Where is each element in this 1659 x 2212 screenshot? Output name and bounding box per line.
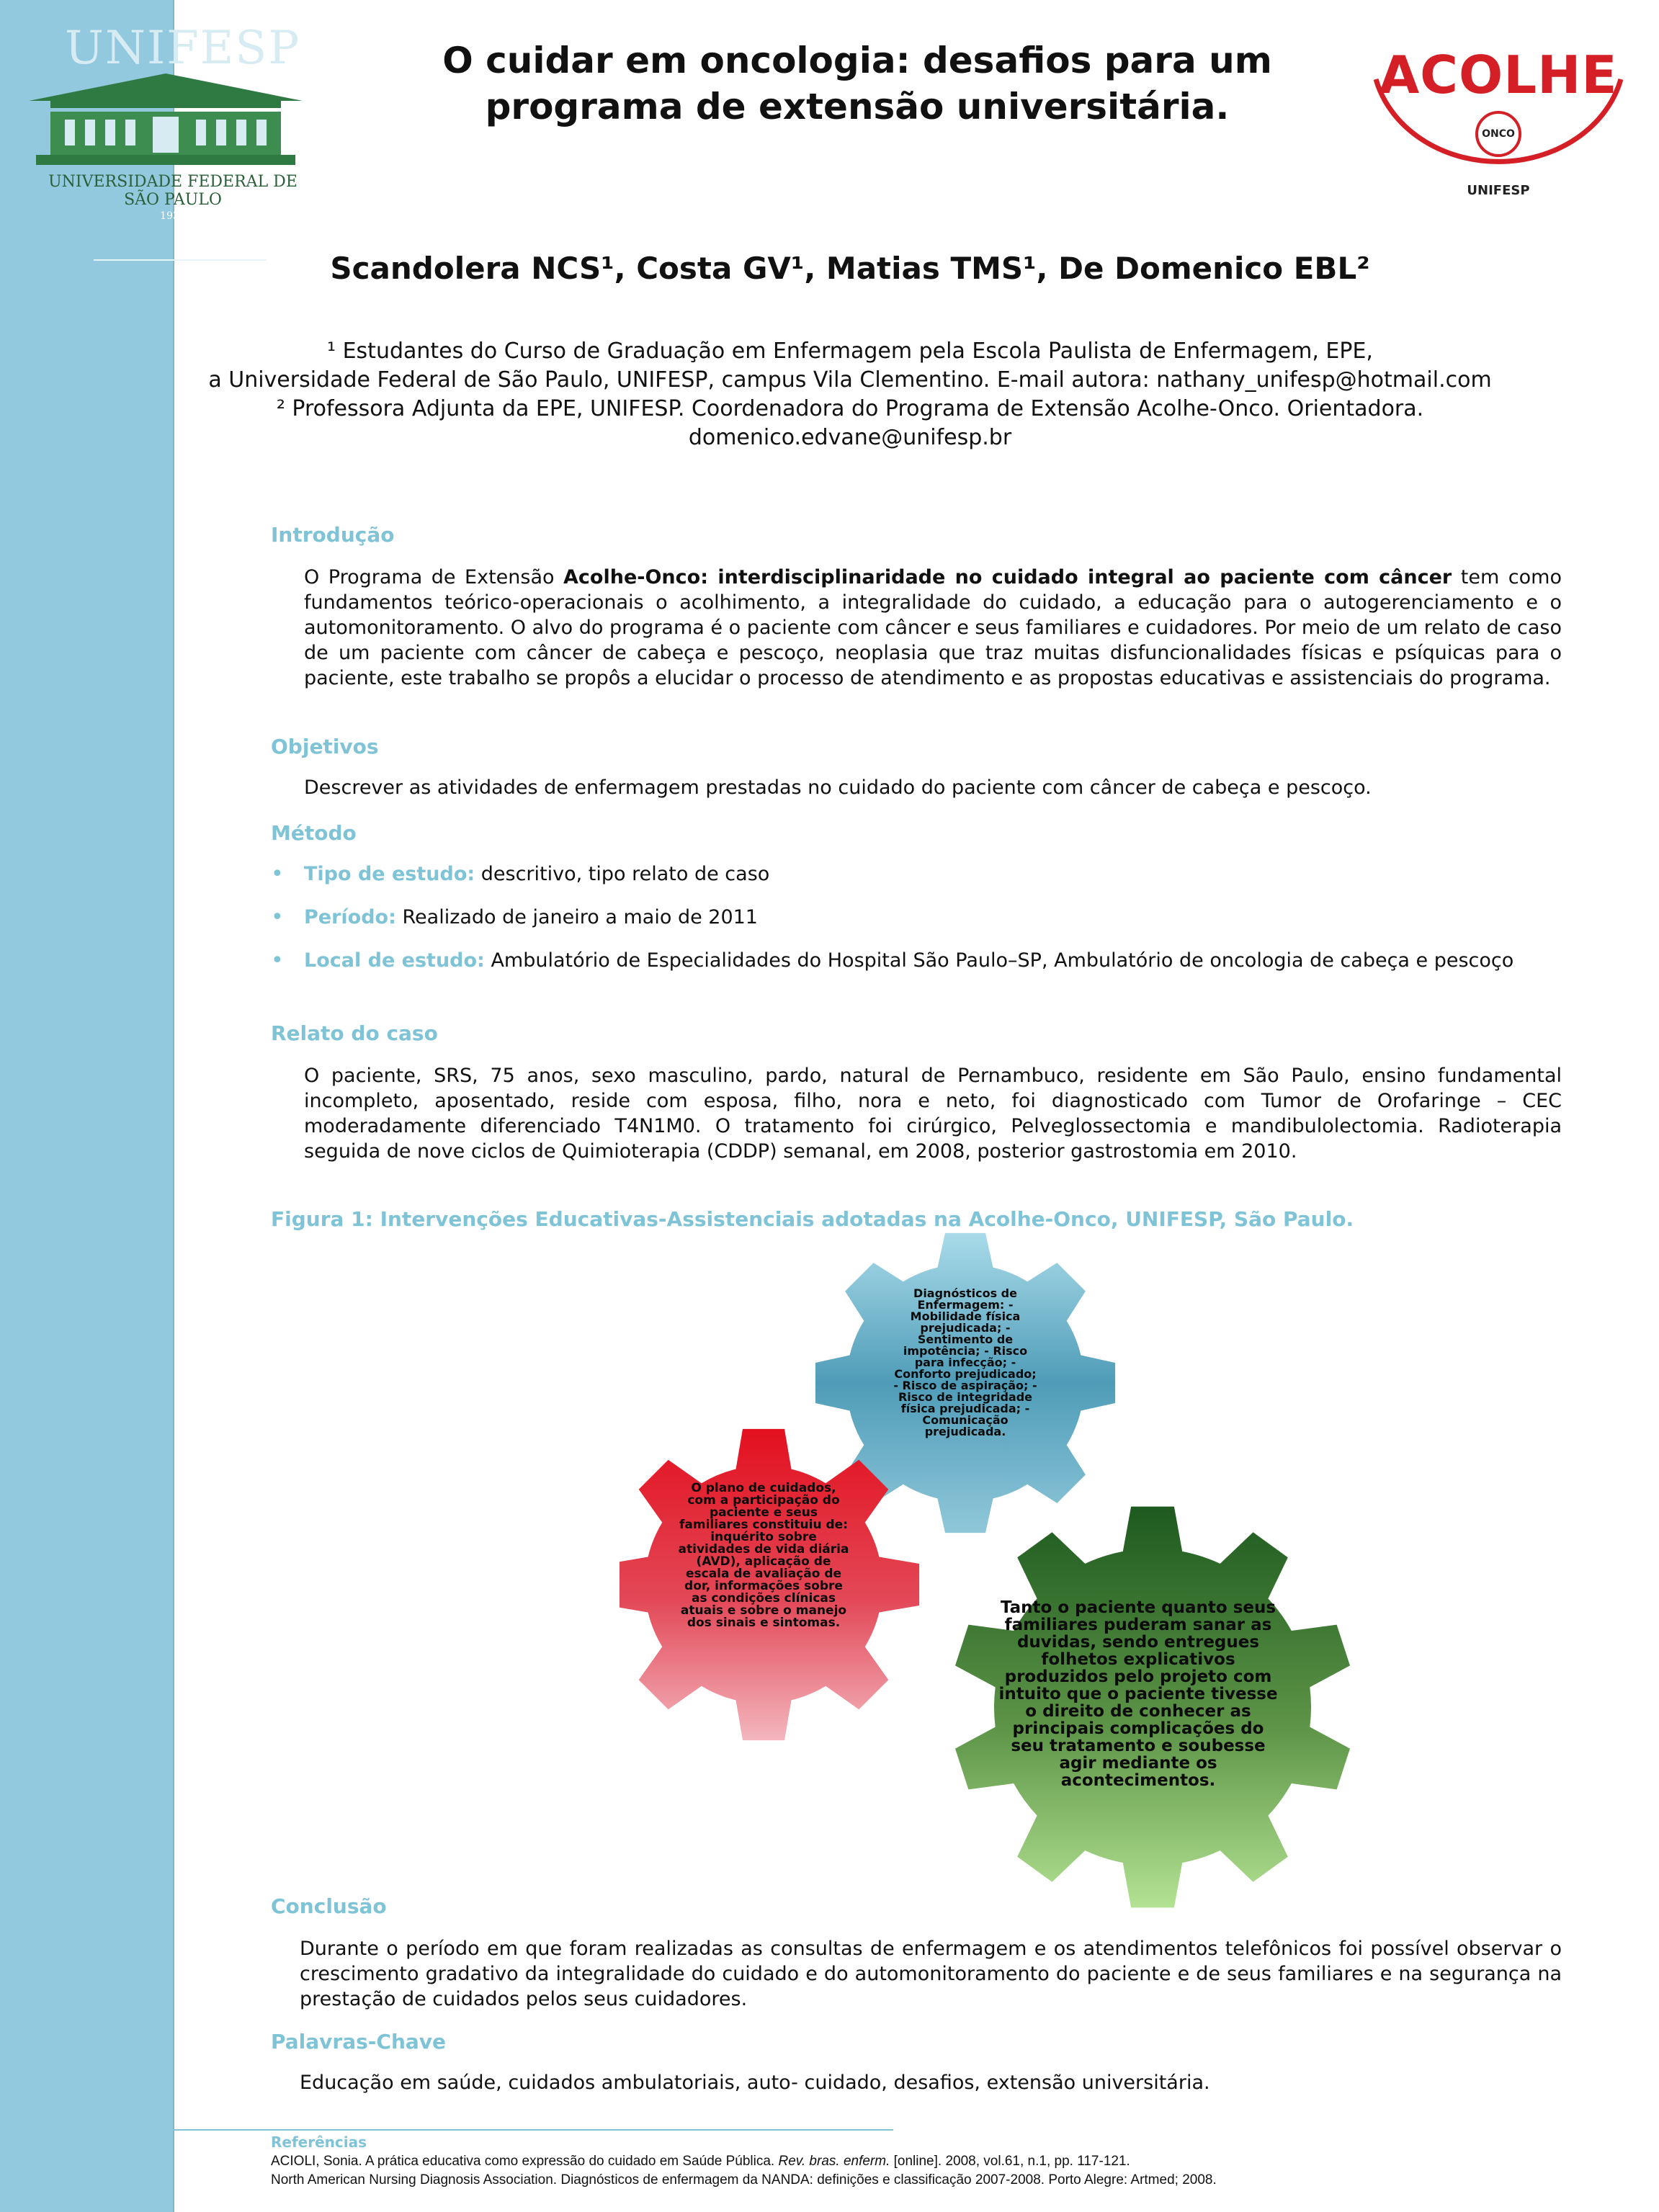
acolhe-logo-badge: ONCO [1482,128,1515,140]
poster-title-line-1: O cuidar em oncologia: desafios para um [442,40,1272,81]
bullet-icon: • [271,905,284,930]
gear-red-text: O plano de cuidados, com a participação do paciente e seus familiares constituiu de: inquérito sobre atividades de vida diária (AVD), aplicação de escala de avaliação de dor, informações sobre as condições clínicas atuais e sobre o manejo dos sinais e sintomas. [678,1481,849,1630]
reference-2: North American Nursing Diagnosis Association. Diagnósticos de enfermagem da NANDA: definições e classificação 2007-2008. Porto Alegre: Artmed; 2008. [271,2172,1217,2188]
heading-introducao: Introdução [271,523,395,547]
heading-objetivos: Objetivos [271,735,379,758]
metodo-item-tipo [271,861,1562,887]
metodo-item-label: Tipo de estudo: [304,863,475,885]
introducao-text [304,565,1562,691]
affiliation-line-4: domenico.edvane@unifesp.br [688,425,1012,450]
affiliation-line-2: a Universidade Federal de São Paulo, UNIFESP, campus Vila Clementino. E-mail autora: nathany_unifesp@hotmail.com [208,367,1492,393]
metodo-item-label: Local de estudo: [304,949,485,972]
acolhe-logo-sub: UNIFESP [1467,183,1530,198]
reference-1-text: ACIOLI, Sonia. A prática educativa como expressão do cuidado em Saúde Pública. [271,2154,779,2169]
heading-referencias: Referências [271,2133,367,2151]
figure-caption: Figura 1: Intervenções Educativas-Assistenciais adotadas na Acolhe-Onco, UNIFESP, São Paulo. [271,1207,1354,1231]
heading-conclusao: Conclusão [271,1894,387,1918]
metodo-item-text: Ambulatório de Especialidades do Hospital São Paulo–SP, Ambulatório de oncologia de cabeça e pescoço [484,949,1514,972]
relato-text: O paciente, SRS, 75 anos, sexo masculino, pardo, natural de Pernambuco, residente em São Paulo, ensino fundamental incompleto, aposentado, reside com esposa, filho, nora e neto, foi diagnosticado com Tumor de Orofaringe – CEC moderadamente diferenciado T4N1M0. O tratamento foi cirúrgico, Pelveglossectomia e mandibulolectomia. Radioterapia seguida de nove ciclos de Quimioterapia (CDDP) semanal, em 2008, posterior gastrostomia em 2010. [304,1065,1562,1163]
heading-relato: Relato do caso [271,1021,438,1045]
gear-green-text: Tanto o paciente quanto seus familiares puderam sanar as duvidas, sendo entregues folhetos explicativos produzidos pelo projeto com intuito que o paciente tivesse o direito de conhecer as principais complicações do seu tratamento e soubesse agir mediante os acontecimentos. [998,1598,1278,1790]
heading-palavras-chave: Palavras-Chave [271,2030,447,2054]
reference-1 [271,2154,1130,2170]
unifesp-logo-year: 1933 [160,210,186,222]
bullet-icon: • [271,948,284,973]
metodo-item-label: Período: [304,906,396,928]
affiliation-line-3: ² Professora Adjunta da EPE, UNIFESP. Coordenadora do Programa de Extensão Acolhe-Onco. Orientadora. [276,396,1424,421]
bullet-icon: • [271,861,284,887]
gear-blue-text: Diagnósticos de Enfermagem: - Mobilidade física prejudicada; - Sentimento de impotência; - Risco para infecção; - Conforto prejudicado; - Risco de aspiração; - Risco de integridade física prejudicada; - Comunicação prejudicada. [893,1286,1037,1438]
acolhe-logo-word: ACOLHE [1379,45,1618,105]
metodo-item-text: descritivo, tipo relato de caso [475,863,770,885]
poster-title [360,37,1354,130]
unifesp-logo [22,22,310,281]
objetivos-text: Descrever as atividades de enfermagem prestadas no cuidado do paciente com câncer de cabeça e pescoço. [304,776,1372,799]
introducao-program-name: Acolhe-Onco: interdisciplinaridade no cuidado integral ao paciente com câncer [563,566,1452,588]
heading-metodo: Método [271,821,357,845]
acolhe-onco-logo [1354,29,1642,216]
conclusao-text: Durante o período em que foram realizadas as consultas de enfermagem e os atendimentos telefônicos foi possível observar o crescimento gradativo da integralidade do cuidado e do automonitoramento do paciente e de seus familiares e na segurança na prestação de cuidados pelos seus cuidadores. [300,1938,1562,2010]
figure-gears [620,1232,1369,1909]
sidebar-divider [173,0,174,2212]
references-divider [173,2129,893,2131]
left-sidebar [0,0,173,2212]
reference-1-journal: Rev. bras. enferm. [778,2154,890,2169]
metodo-item-periodo [271,905,1562,930]
palavras-chave-text: Educação em saúde, cuidados ambulatoriais, auto- cuidado, desafios, extensão universitária. [300,2072,1210,2094]
metodo-item-local [271,948,1562,973]
introducao-rest: tem como fundamentos teórico-operacionais o acolhimento, a integralidade do cuidado, a educação para o autogerenciamento e o automonitoramento. O alvo do programa é o paciente com câncer e seus familiares e cuidadores. Por meio de um relato de caso de um paciente com câncer de cabeça e pescoço, neoplasia que traz muitas disfuncionalidades físicas e psíquicas para o paciente, este trabalho se propôs a elucidar o processo de atendimento e as propostas educativas e assistenciais do programa. [304,566,1562,689]
unifesp-logo-word: UNIFESP [65,22,301,75]
metodo-item-text: Realizado de janeiro a maio de 2011 [395,906,758,928]
authors: Scandolera NCS¹, Costa GV¹, Matias TMS¹, De Domenico EBL² [330,251,1370,286]
unifesp-logo-subtitle: UNIVERSIDADE FEDERAL DE SÃO PAULO [48,173,298,209]
reference-1-details: [online]. 2008, vol.61, n.1, pp. 117-121. [890,2154,1130,2169]
affiliation-line-1: ¹ Estudantes do Curso de Graduação em Enfermagem pela Escola Paulista de Enfermagem, EPE, [327,339,1373,364]
poster-title-line-2: programa de extensão universitária. [485,86,1230,127]
introducao-lead: O Programa de Extensão [304,566,564,588]
unifesp-building-icon [22,72,310,173]
